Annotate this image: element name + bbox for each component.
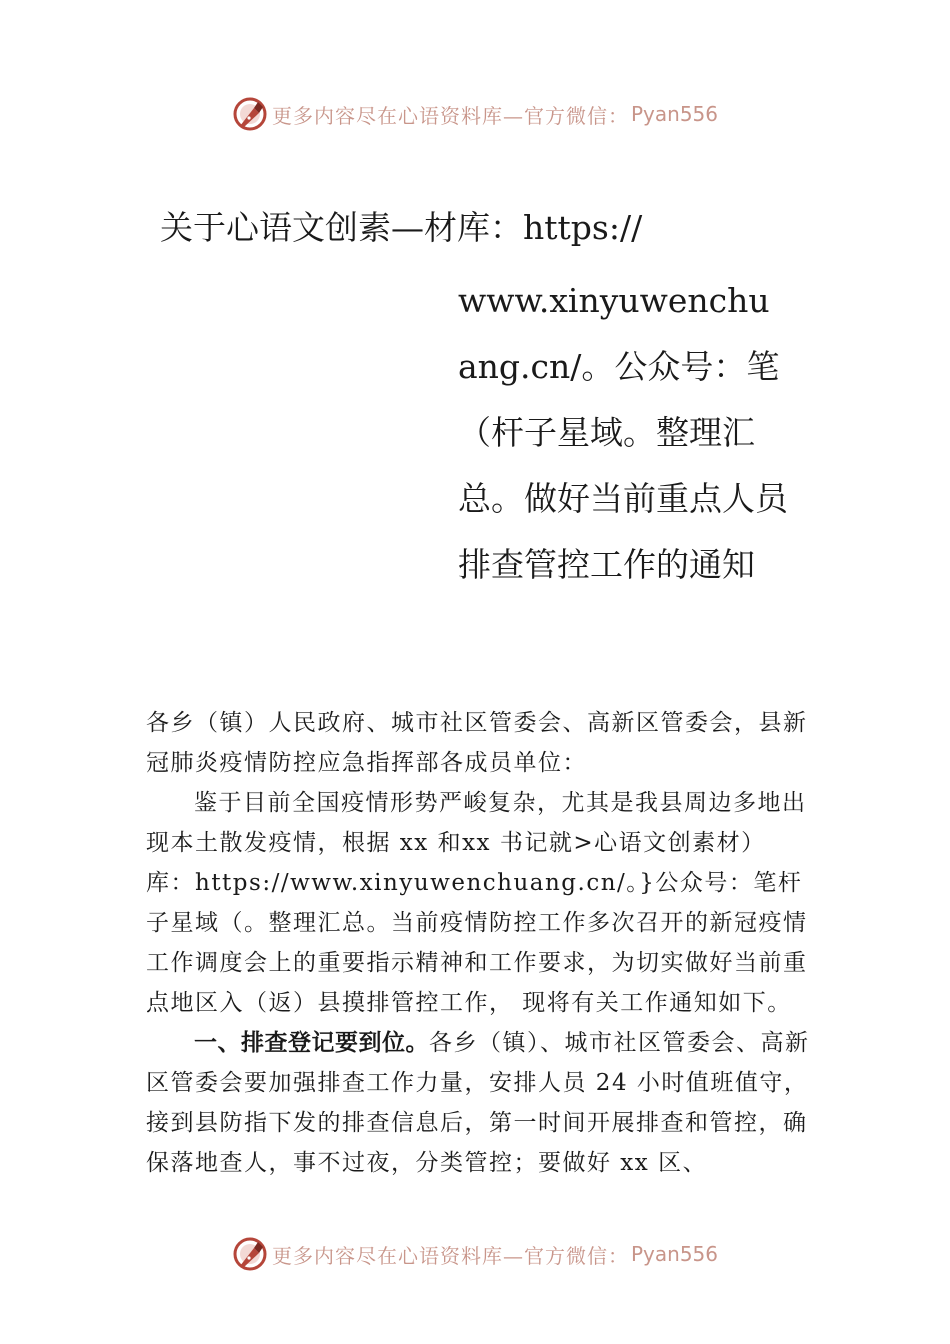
banner-text: 更多内容尽在心语资料库—官方微信： [271,103,629,128]
salutation-paragraph: 各乡（镇）人民政府、城市社区管委会、高新区管委会，县新冠肺炎疫情防控应急指挥部各成员单位： [146,710,808,776]
section-1-paragraph [146,1023,810,1183]
banner-wechat-id: Pyan556 [630,102,718,126]
pen-nib-logo-icon [232,1236,268,1272]
document-body [146,703,810,1183]
footer-watermark-banner [0,1232,950,1276]
banner-text: 更多内容尽在心语资料库—官方微信： [271,1243,629,1268]
section-1-heading: 一、排查登记要到位。 [194,1030,429,1056]
section-1-text: 各乡（镇）、城市社区管委会、高新区管委会要加强排查工作力量，安排人员 24 小时值班值守，接到县防指下发的排查信息后，第一时间开展排查和管控，确保落地查人，事不过夜，分类管控；要做好 xx 区、 [146,1030,810,1176]
header-watermark-banner [0,92,950,136]
document-title-first-line: 关于心语文创素—材库：https:// [160,208,643,247]
document-title-continuation: www.xinyuwenchuang.cn/。公众号：笔（杆子星域。整理汇总。做好当前重点人员排查管控工作的通知 [458,281,788,584]
pen-nib-logo-icon [232,96,268,132]
intro-paragraph: 鉴于目前全国疫情形势严峻复杂，尤其是我县周边多地出现本土散发疫情，根据 xx 和xx 书记就>心语文创素材）库：https://www.xinyuwenchuang.cn/。}公众号：笔杆子星域（。整理汇总。当前疫情防控工作多次召开的新冠疫情工作调度会上的重要指示精神和工作要求，为切实做好当前重点地区入（返）县摸排管控工作， 现将有关工作通知如下。 [146,790,808,1016]
banner-wechat-id: Pyan556 [630,1242,718,1266]
